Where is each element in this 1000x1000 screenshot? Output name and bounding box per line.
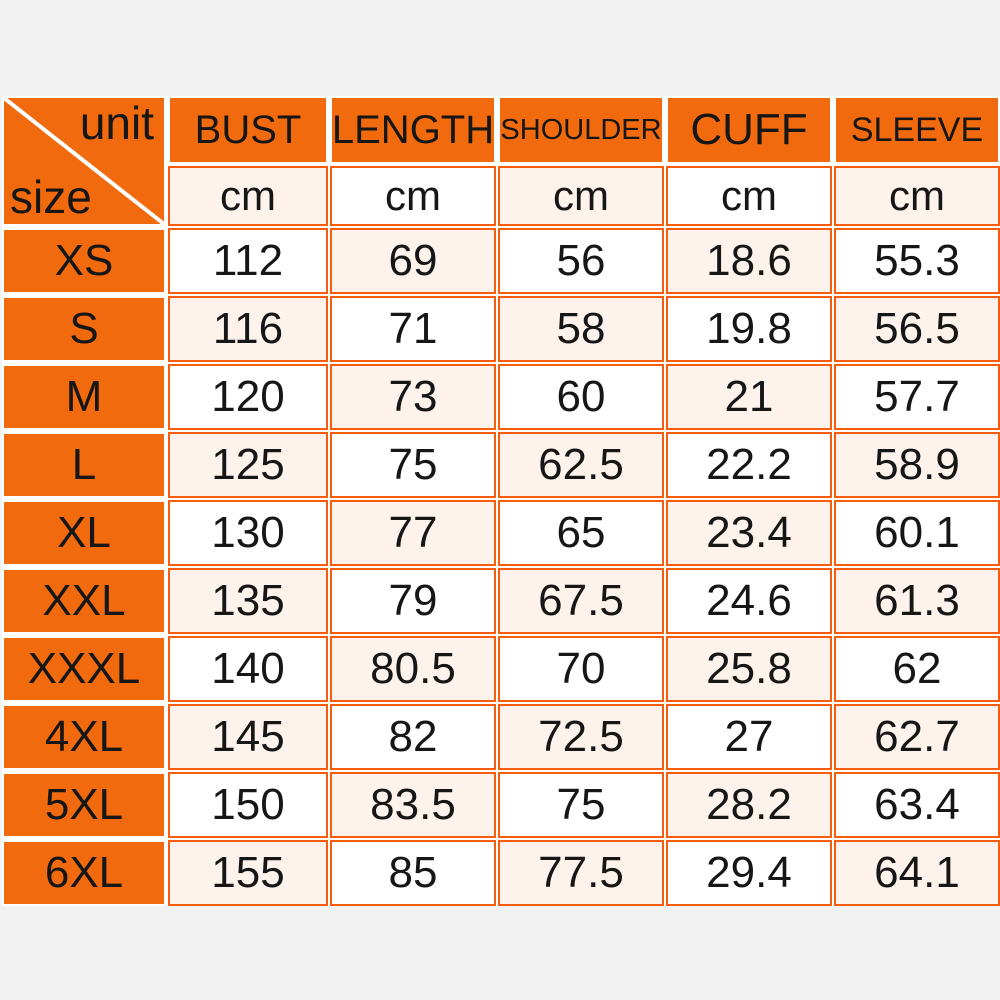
size-cell-m: M bbox=[2, 364, 166, 430]
corner-size-label: size bbox=[10, 171, 92, 223]
value-cell-m-length: 73 bbox=[330, 364, 496, 430]
value-cell-xxl-bust: 135 bbox=[168, 568, 328, 634]
value-cell-l-sleeve: 58.9 bbox=[834, 432, 1000, 498]
header-shoulder: SHOULDER bbox=[498, 96, 664, 164]
value-cell-6xl-length: 85 bbox=[330, 840, 496, 906]
value-cell-5xl-cuff: 28.2 bbox=[666, 772, 832, 838]
value-cell-xl-bust: 130 bbox=[168, 500, 328, 566]
value-cell-l-shoulder: 62.5 bbox=[498, 432, 664, 498]
value-cell-xs-cuff: 18.6 bbox=[666, 228, 832, 294]
value-cell-m-shoulder: 60 bbox=[498, 364, 664, 430]
value-cell-xxl-sleeve: 61.3 bbox=[834, 568, 1000, 634]
value-cell-xxl-cuff: 24.6 bbox=[666, 568, 832, 634]
value-cell-xxxl-cuff: 25.8 bbox=[666, 636, 832, 702]
value-cell-4xl-cuff: 27 bbox=[666, 704, 832, 770]
value-cell-s-bust: 116 bbox=[168, 296, 328, 362]
value-cell-xxxl-shoulder: 70 bbox=[498, 636, 664, 702]
value-cell-5xl-shoulder: 75 bbox=[498, 772, 664, 838]
header-sleeve: SLEEVE bbox=[834, 96, 1000, 164]
size-cell-l: L bbox=[2, 432, 166, 498]
size-cell-xl: XL bbox=[2, 500, 166, 566]
unit-cell-shoulder: cm bbox=[498, 166, 664, 226]
value-cell-l-length: 75 bbox=[330, 432, 496, 498]
value-cell-s-sleeve: 56.5 bbox=[834, 296, 1000, 362]
unit-cell-sleeve: cm bbox=[834, 166, 1000, 226]
value-cell-4xl-shoulder: 72.5 bbox=[498, 704, 664, 770]
value-cell-xxl-length: 79 bbox=[330, 568, 496, 634]
header-cuff: CUFF bbox=[666, 96, 832, 164]
value-cell-xs-length: 69 bbox=[330, 228, 496, 294]
value-cell-m-cuff: 21 bbox=[666, 364, 832, 430]
value-cell-xl-sleeve: 60.1 bbox=[834, 500, 1000, 566]
value-cell-m-sleeve: 57.7 bbox=[834, 364, 1000, 430]
size-cell-xxxl: XXXL bbox=[2, 636, 166, 702]
value-cell-5xl-length: 83.5 bbox=[330, 772, 496, 838]
value-cell-xxxl-sleeve: 62 bbox=[834, 636, 1000, 702]
value-cell-4xl-length: 82 bbox=[330, 704, 496, 770]
value-cell-4xl-bust: 145 bbox=[168, 704, 328, 770]
value-cell-5xl-sleeve: 63.4 bbox=[834, 772, 1000, 838]
size-cell-4xl: 4XL bbox=[2, 704, 166, 770]
value-cell-xs-bust: 112 bbox=[168, 228, 328, 294]
value-cell-5xl-bust: 150 bbox=[168, 772, 328, 838]
value-cell-6xl-bust: 155 bbox=[168, 840, 328, 906]
value-cell-xxxl-length: 80.5 bbox=[330, 636, 496, 702]
header-bust: BUST bbox=[168, 96, 328, 164]
header-length: LENGTH bbox=[330, 96, 496, 164]
unit-cell-cuff: cm bbox=[666, 166, 832, 226]
value-cell-l-cuff: 22.2 bbox=[666, 432, 832, 498]
value-cell-xxl-shoulder: 67.5 bbox=[498, 568, 664, 634]
corner-unit-label: unit bbox=[79, 97, 154, 149]
size-cell-s: S bbox=[2, 296, 166, 362]
value-cell-4xl-sleeve: 62.7 bbox=[834, 704, 1000, 770]
unit-cell-length: cm bbox=[330, 166, 496, 226]
value-cell-xxxl-bust: 140 bbox=[168, 636, 328, 702]
value-cell-l-bust: 125 bbox=[168, 432, 328, 498]
value-cell-xl-shoulder: 65 bbox=[498, 500, 664, 566]
value-cell-xl-length: 77 bbox=[330, 500, 496, 566]
value-cell-6xl-shoulder: 77.5 bbox=[498, 840, 664, 906]
value-cell-xs-shoulder: 56 bbox=[498, 228, 664, 294]
value-cell-s-cuff: 19.8 bbox=[666, 296, 832, 362]
size-cell-xxl: XXL bbox=[2, 568, 166, 634]
value-cell-xl-cuff: 23.4 bbox=[666, 500, 832, 566]
value-cell-6xl-cuff: 29.4 bbox=[666, 840, 832, 906]
value-cell-xs-sleeve: 55.3 bbox=[834, 228, 1000, 294]
unit-cell-bust: cm bbox=[168, 166, 328, 226]
value-cell-s-length: 71 bbox=[330, 296, 496, 362]
value-cell-m-bust: 120 bbox=[168, 364, 328, 430]
value-cell-s-shoulder: 58 bbox=[498, 296, 664, 362]
size-cell-6xl: 6XL bbox=[2, 840, 166, 906]
size-cell-5xl: 5XL bbox=[2, 772, 166, 838]
size-chart-table bbox=[2, 96, 1000, 906]
value-cell-6xl-sleeve: 64.1 bbox=[834, 840, 1000, 906]
corner-cell bbox=[2, 96, 166, 226]
size-cell-xs: XS bbox=[2, 228, 166, 294]
